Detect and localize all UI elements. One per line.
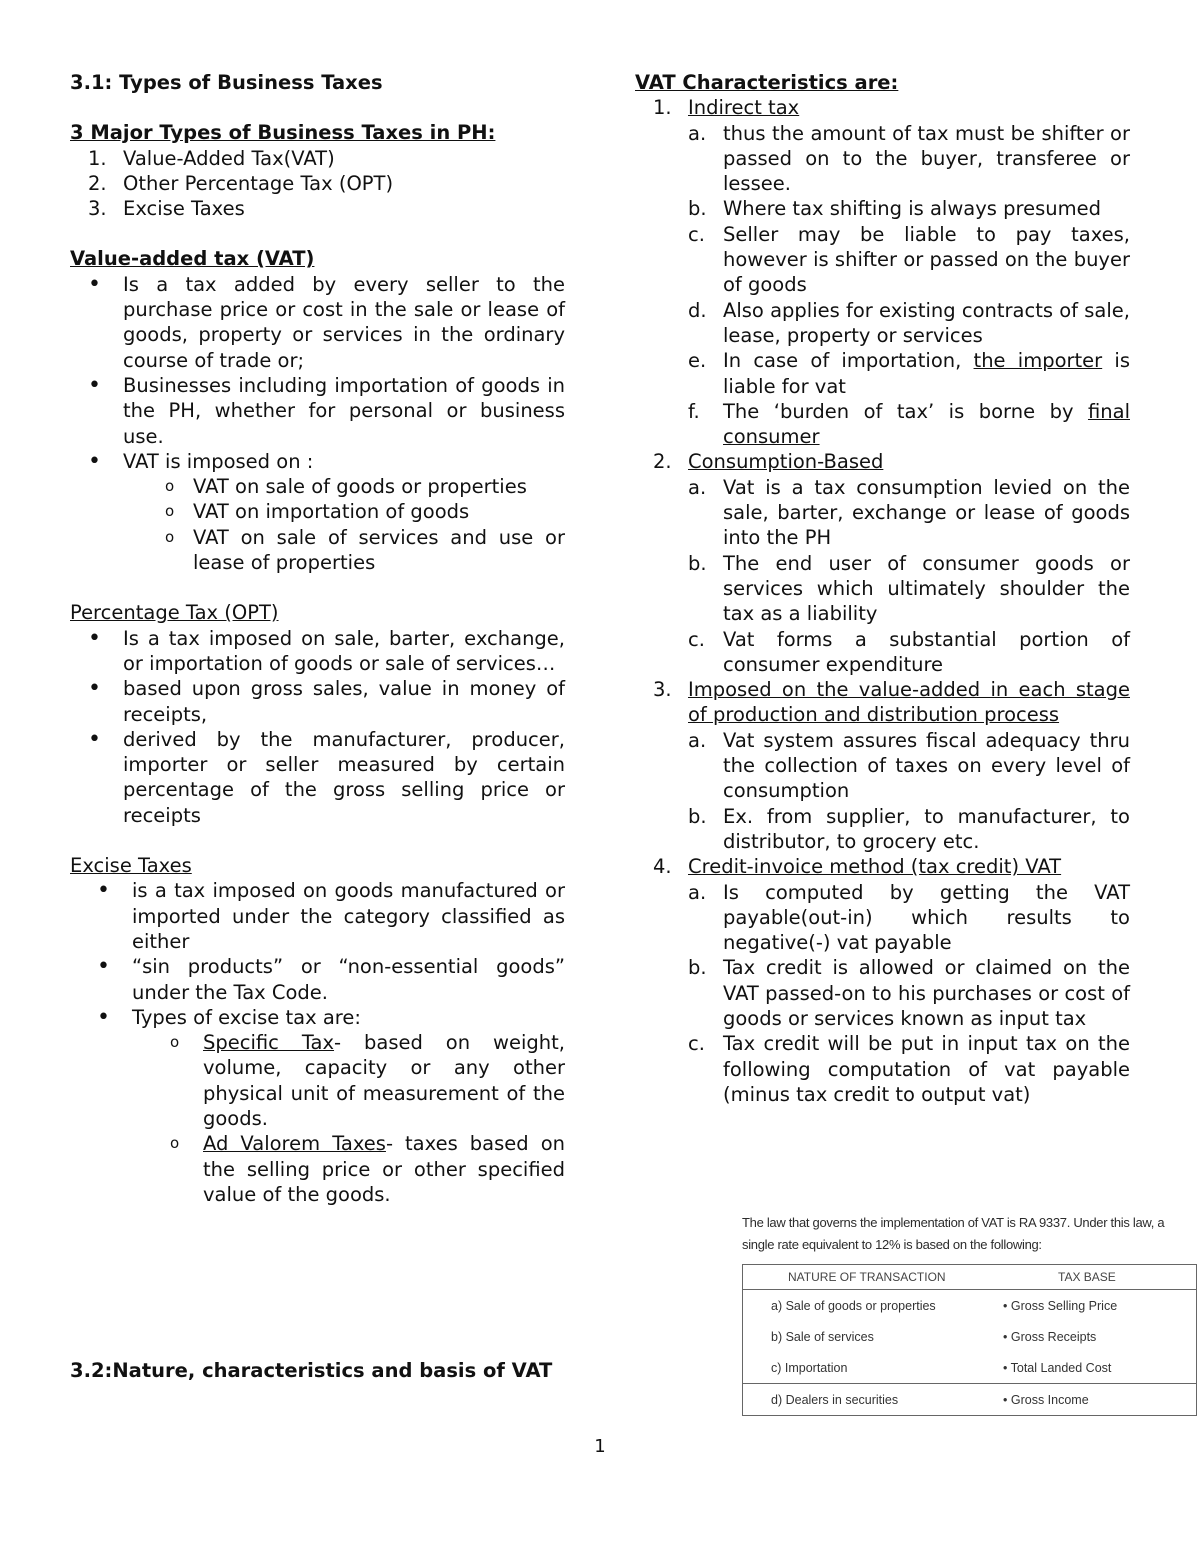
- list-item: b. The end user of consumer goods or services which ultimately shoulder the tax as a liability: [688, 551, 1130, 626]
- list-item: c. Tax credit will be put in input tax on the following computation of vat payable (minus tax credit to output vat): [688, 1032, 1130, 1106]
- list-item: 1. Value-Added Tax(VAT): [88, 146, 335, 170]
- list-item: o VAT on sale of goods or properties: [165, 475, 527, 499]
- list-item: 2. Consumption-Based a. Vat is a tax consumption levied on the sale, barter, exchange or lease of goods into the PH b. The end user of consumer goods or services which ultimately shoulder the tax as a liability c. Vat forms a substantial portion of consumer expenditure: [653, 450, 1130, 676]
- major-types-heading: 3 Major Types of Business Taxes in PH:: [70, 121, 496, 145]
- list-item: b. Tax credit is allowed or claimed on the VAT passed-on to his purchases or cost of goods or services known as input tax: [688, 956, 1130, 1030]
- list-item: b. Ex. from supplier, to manufacturer, to distributor, to grocery etc.: [688, 804, 1130, 853]
- list-item: b. Where tax shifting is always presumed: [688, 197, 1102, 221]
- list-item: • based upon gross sales, value in money of receipts,: [88, 676, 565, 726]
- list-item: c. Seller may be liable to pay taxes, however is shifter or passed on the buyer of goods: [688, 222, 1130, 297]
- excise-heading: Excise Taxes: [70, 854, 192, 878]
- list-item: d. Also applies for existing contracts of sale, lease, property or services: [688, 298, 1130, 347]
- list-item: o VAT on sale of services and use or lease of properties: [165, 525, 565, 575]
- list-item: a. Is computed by getting the VAT payable(out-in) which results to negative(-) vat payable: [688, 880, 1130, 955]
- list-item: e. In case of importation, the importer is liable for vat: [688, 349, 1130, 398]
- list-item: • is a tax imposed on goods manufactured or imported under the category classified as either: [97, 878, 565, 953]
- list-item: a. Vat is a tax consumption levied on the sale, barter, exchange or lease of goods into the PH: [688, 475, 1130, 550]
- list-item: o Ad Valorem Taxes- taxes based on the selling price or other specified value of the goods.: [170, 1132, 565, 1206]
- list-item: • “sin products” or “non-essential goods” under the Tax Code.: [97, 954, 565, 1004]
- list-item: o Specific Tax- based on weight, volume, capacity or any other physical unit of measurement of the goods.: [170, 1031, 565, 1130]
- table-row: a) Sale of goods or properties • Gross Selling Price: [771, 1298, 1118, 1313]
- major-types-list: [70, 146, 565, 222]
- opt-bullets: [70, 626, 565, 828]
- list-item: o VAT on importation of goods: [165, 500, 470, 524]
- section-3-2-title: 3.2:Nature, characteristics and basis of VAT: [70, 1359, 553, 1382]
- vat-sub-bullets: [70, 474, 565, 575]
- list-item: • derived by the manufacturer, producer, importer or seller measured by certain percentage of the gross selling price or receipts: [88, 726, 565, 827]
- table-row: c) Importation • Total Landed Cost: [771, 1360, 1112, 1375]
- list-item: • Is a tax added by every seller to the purchase price or cost in the sale or lease of goods, property or services in the ordinary course of trade or;: [88, 271, 565, 372]
- vat-bullets: [70, 272, 565, 576]
- characteristics-list: [635, 95, 1130, 1107]
- table-row: d) Dealers in securities • Gross Income: [743, 1383, 1196, 1415]
- tax-base-table: [742, 1264, 1197, 1416]
- vat-tax-base-figure: [742, 1212, 1197, 1416]
- sub-list: [688, 880, 1130, 1108]
- sub-list: [688, 728, 1130, 854]
- excise-bullets: [70, 878, 565, 1030]
- list-item: • Businesses including importation of goods in the PH, whether for personal or business use.: [88, 372, 565, 448]
- page-number: 1: [594, 1436, 606, 1457]
- right-column: [635, 70, 1130, 1107]
- column-header-tax-base: TAX BASE: [1058, 1270, 1116, 1284]
- list-item: 3. Imposed on the value-added in each stage of production and distribution process a. Vat system assures fiscal adequacy thru the collection of taxes on every level of consumption b. Ex. from supplier, to manufacturer, to distributor, to grocery etc.: [653, 678, 1130, 853]
- left-column: [70, 70, 565, 1207]
- vat-characteristics-heading: VAT Characteristics are:: [635, 71, 899, 94]
- table-header: [743, 1265, 1196, 1290]
- list-item: a. Vat system assures fiscal adequacy thru the collection of taxes on every level of consumption: [688, 728, 1130, 803]
- opt-heading: Percentage Tax (OPT): [70, 601, 279, 625]
- column-header-nature: NATURE OF TRANSACTION: [788, 1270, 946, 1284]
- list-item: • VAT is imposed on : o VAT on sale of goods or properties o VAT on importation of goods o VAT on sale of services and use or lease of properties: [70, 449, 565, 575]
- list-item: c. Vat forms a substantial portion of consumer expenditure: [688, 627, 1130, 676]
- list-item: • Types of excise tax are:: [97, 1004, 361, 1030]
- section-3-1-title: 3.1: Types of Business Taxes: [70, 71, 383, 94]
- vat-heading: Value-added tax (VAT): [70, 247, 315, 271]
- list-item: 2. Other Percentage Tax (OPT): [88, 171, 394, 195]
- list-item: 1. Indirect tax a. thus the amount of tax must be shifter or passed on to the buyer, transferee or lessee. b. Where tax shifting is always presumed c. Seller may be liable to pay taxes, however is shifter or passed on the buyer of goods d. Also applies for existing contracts of sale, lease, property or services e. In case of importation, the importer is liable for vat f. The ‘burden of tax’ is borne by final consumer: [653, 96, 1130, 449]
- sub-list: [688, 121, 1130, 450]
- excise-sub-bullets: [70, 1030, 565, 1207]
- list-item: 4. Credit-invoice method (tax credit) VAT a. Is computed by getting the VAT payable(out-in) which results to negative(-) vat payable b. Tax credit is allowed or claimed on the VAT passed-on to his purchases or cost of goods or services known as input tax c. Tax credit will be put in input tax on the following computation of vat payable (minus tax credit to output vat): [653, 855, 1130, 1106]
- list-item: 3. Excise Taxes: [88, 197, 245, 221]
- table-row: b) Sale of services • Gross Receipts: [771, 1329, 1097, 1344]
- list-item: • Is a tax imposed on sale, barter, exchange, or importation of goods or sale of services…: [88, 625, 565, 675]
- list-item: f. The ‘burden of tax’ is borne by final consumer: [688, 399, 1130, 449]
- sub-list: [688, 475, 1130, 677]
- figure-caption: The law that governs the implementation of VAT is RA 9337. Under this law, a single rate equivalent to 12% is based on the following:: [742, 1215, 1165, 1252]
- list-item: a. thus the amount of tax must be shifter or passed on to the buyer, transferee or lessee.: [688, 121, 1130, 196]
